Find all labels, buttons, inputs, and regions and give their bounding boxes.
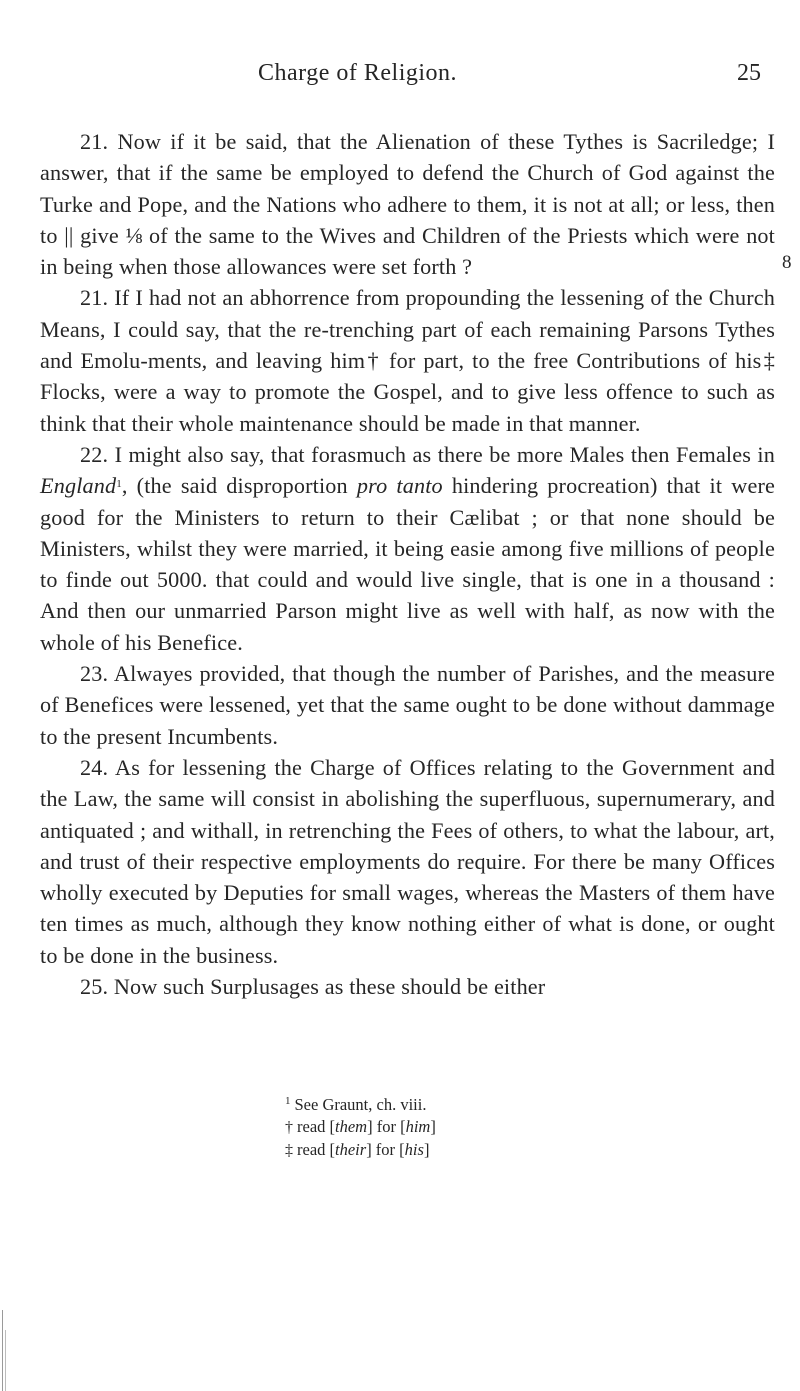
paragraph-23 <box>40 658 775 752</box>
paragraph-21b <box>40 282 775 438</box>
footnote-segment: their <box>335 1140 367 1159</box>
footnote-1 <box>285 1090 765 1116</box>
body-text <box>40 126 775 1002</box>
footnote-segment: read [ <box>297 1117 336 1136</box>
text-segment: 1 <box>116 478 122 491</box>
footnote-segment: him <box>405 1117 431 1136</box>
paragraph-21a <box>40 126 775 282</box>
running-head <box>0 60 800 100</box>
text-segment: 25. Now such Surplusages as these should be either <box>80 974 546 1000</box>
text-segment: 21. Now if it be said, that the Alienation of these Tythes is Sacriledge; I answer, that if the same be employed to defend the Church of God against the Turke and Pope, and the Nations who adhere to them, it is not at all; or less, then to || give <box>40 129 775 248</box>
marginal-note: 8 <box>782 252 792 273</box>
binding-edge-line <box>2 1310 3 1391</box>
footnote-segment: his <box>404 1140 424 1159</box>
footnote-segment: See Graunt, ch. viii. <box>294 1095 427 1114</box>
text-segment: ⅛ <box>125 222 143 248</box>
footnote-segment: ] for [ <box>366 1140 405 1159</box>
footnote-mark: 1 <box>285 1095 291 1107</box>
footnote-dagger <box>285 1116 765 1139</box>
footnote-segment: ] <box>430 1117 436 1136</box>
page-number: 25 <box>737 60 761 86</box>
footnote-double-dagger <box>285 1139 765 1162</box>
footnote-segment: ] for [ <box>367 1117 406 1136</box>
footnote-mark: † <box>285 1119 293 1136</box>
footnote-segment: ] <box>423 1140 430 1159</box>
text-segment: England <box>40 473 117 499</box>
text-segment: 22. I might also say, that forasmuch as there be more Males then Females in <box>80 441 775 467</box>
footnotes <box>285 1090 765 1162</box>
text-segment: 23. Alwayes provided, that though the number of Parishes, and the measure of Benefices were lessened, yet that the same ought to be done without dammage to the present Incumbents. <box>40 661 775 749</box>
paragraph-24 <box>40 752 775 971</box>
text-segment: of the same to the Wives and Children of the Priests which were not in being when those allowances were set forth ? <box>40 222 775 280</box>
text-segment: 24. As for lessening the Charge of Offices relating to the Government and the Law, the same will consist in abolishing the superfluous, supernumerary, and antiquated ; and withall, in retrenching the Fees of others, to what the labour, art, and trust of their respective employments do require. For there be many Offices wholly executed by Deputies for small wages, whereas the Masters of them have ten times as much, although they know nothing either of what is done, or ought to be done in the business. <box>40 754 775 968</box>
binding-edge-line-2 <box>5 1330 6 1391</box>
text-segment: hindering procreation) that it were good for the Ministers to return to their Cælibat ; or that none should be Ministers, whilst they were married, it being easie among five millions of people to finde out 5000. that could and would live single, that is one in a thousand : And then our unmarried Parson might live as well with half, as now with the whole of his Benefice. <box>40 473 775 655</box>
text-segment: 21. If I had not an abhorrence from propounding the lessening of the Church Means, I could say, that the re-trenching part of each remaining Parsons Tythes and Emolu-ments, and leaving him† for part, to the free Contributions of his‡ Flocks, were a way to promote the Gospel, and to give less offence to such as think that their whole maintenance should be made in that manner. <box>40 285 775 436</box>
running-title: Charge of Religion. <box>258 60 458 86</box>
footnote-segment: read [ <box>297 1140 336 1159</box>
text-segment: pro tanto <box>356 473 443 499</box>
text-segment: , (the said disproportion <box>121 473 357 499</box>
footnote-segment: them <box>335 1117 368 1136</box>
paragraph-25 <box>40 971 775 1002</box>
footnote-mark: ‡ <box>285 1142 293 1159</box>
paragraph-22 <box>40 439 775 658</box>
